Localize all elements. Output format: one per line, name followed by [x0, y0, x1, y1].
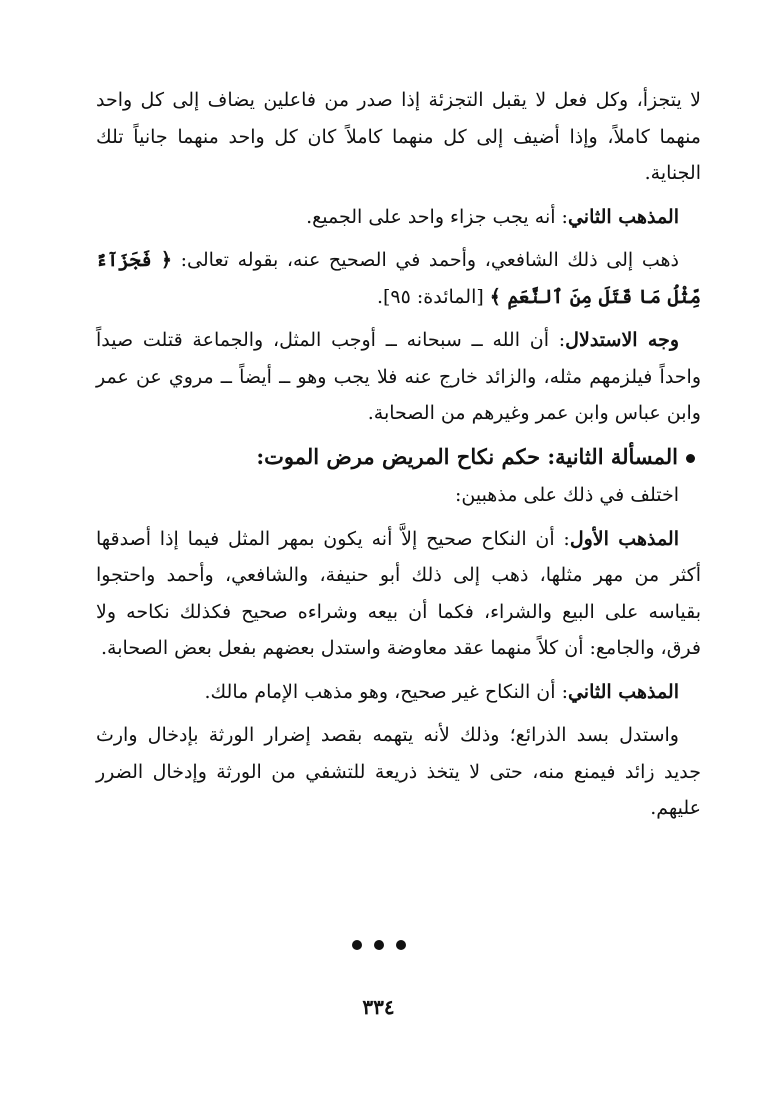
- separator-dot-icon: [374, 940, 384, 950]
- separator-dot-icon: [396, 940, 406, 950]
- label-second-opinion-2: المذهب الثاني: [567, 680, 679, 703]
- verse-reference: [المائدة: ٩٥].: [376, 285, 490, 308]
- heading-text: المسألة الثانية: حكم نكاح المريض مرض الموت:: [256, 443, 678, 469]
- label-evidence: وجه الاستدلال: [565, 329, 680, 351]
- paragraph-4: [96, 322, 701, 432]
- page-body: [96, 82, 701, 834]
- paragraph-8: واستدل بسد الذرائع؛ وذلك لأنه يتهمه بقصد إضرار الورثة بإدخال وارث جديد زائد فيمنع منه، حتى لا يتخذ ذريعة للتشفي من الورثة وإدخال الضرر عليهم.: [96, 724, 701, 819]
- quran-verse: ﴿ فَجَزَآءٌ مِّثْلُ مَا قَتَلَ مِنَ ٱلنَّعَمِ ﴾: [96, 249, 701, 308]
- paragraph-6-text: : أن النكاح صحيح إلاَّ أنه يكون بمهر المثل فيما إذا أصدقها أكثر من مهر مثلها، ذهب إلى ذلك أبو حنيفة، والشافعي، وأحمد واحتجوا بقياسه على البيع والشراء، فكما أن بيعه وشراءه صحيح فكذلك نكاحه ولا فرق، والجامع: أن كلاً منهما عقد معاوضة واستدل بعضهم بفعل بعض الصحابة.: [96, 527, 701, 659]
- paragraph-1: لا يتجزأ، وكل فعل لا يقبل التجزئة إذا صدر من فاعلين يضاف إلى كل واحد منهما كاملاً، وإذا أضيف إلى كل منهما كاملاً كان كل واحد منهما جانياً تلك الجناية.: [96, 89, 701, 184]
- paragraph-7: [96, 674, 701, 711]
- paragraph-5: اختلف في ذلك على مذهبين:: [454, 484, 679, 506]
- paragraph-4-text: : أن الله ــ سبحانه ــ أوجب المثل، والجماعة قتلت صيداً واحداً فيلزمهم مثله، والزائد خارج عنه فلا يجب وهو ــ أيضاً ــ مروي عن عمر وابن عباس وابن عمر وغيرهم من الصحابة.: [96, 329, 701, 424]
- section-separator: [0, 935, 757, 954]
- paragraph-3-text: ذهب إلى ذلك الشافعي، وأحمد في الصحيح عنه، بقوله تعالى:: [180, 249, 679, 271]
- label-second-opinion: المذهب الثاني: [567, 205, 679, 228]
- bullet-icon: [686, 454, 695, 463]
- label-first-opinion: المذهب الأول: [569, 527, 679, 550]
- paragraph-3: [96, 242, 701, 315]
- paragraph-2-text: : أنه يجب جزاء واحد على الجميع.: [306, 205, 568, 228]
- section-heading: [96, 439, 701, 476]
- separator-dot-icon: [352, 940, 362, 950]
- paragraph-7-text: : أن النكاح غير صحيح، وهو مذهب الإمام مالك.: [204, 680, 568, 703]
- paragraph-2: [96, 199, 701, 236]
- paragraph-6: [96, 521, 701, 667]
- page-number: ٣٣٤: [362, 995, 395, 1019]
